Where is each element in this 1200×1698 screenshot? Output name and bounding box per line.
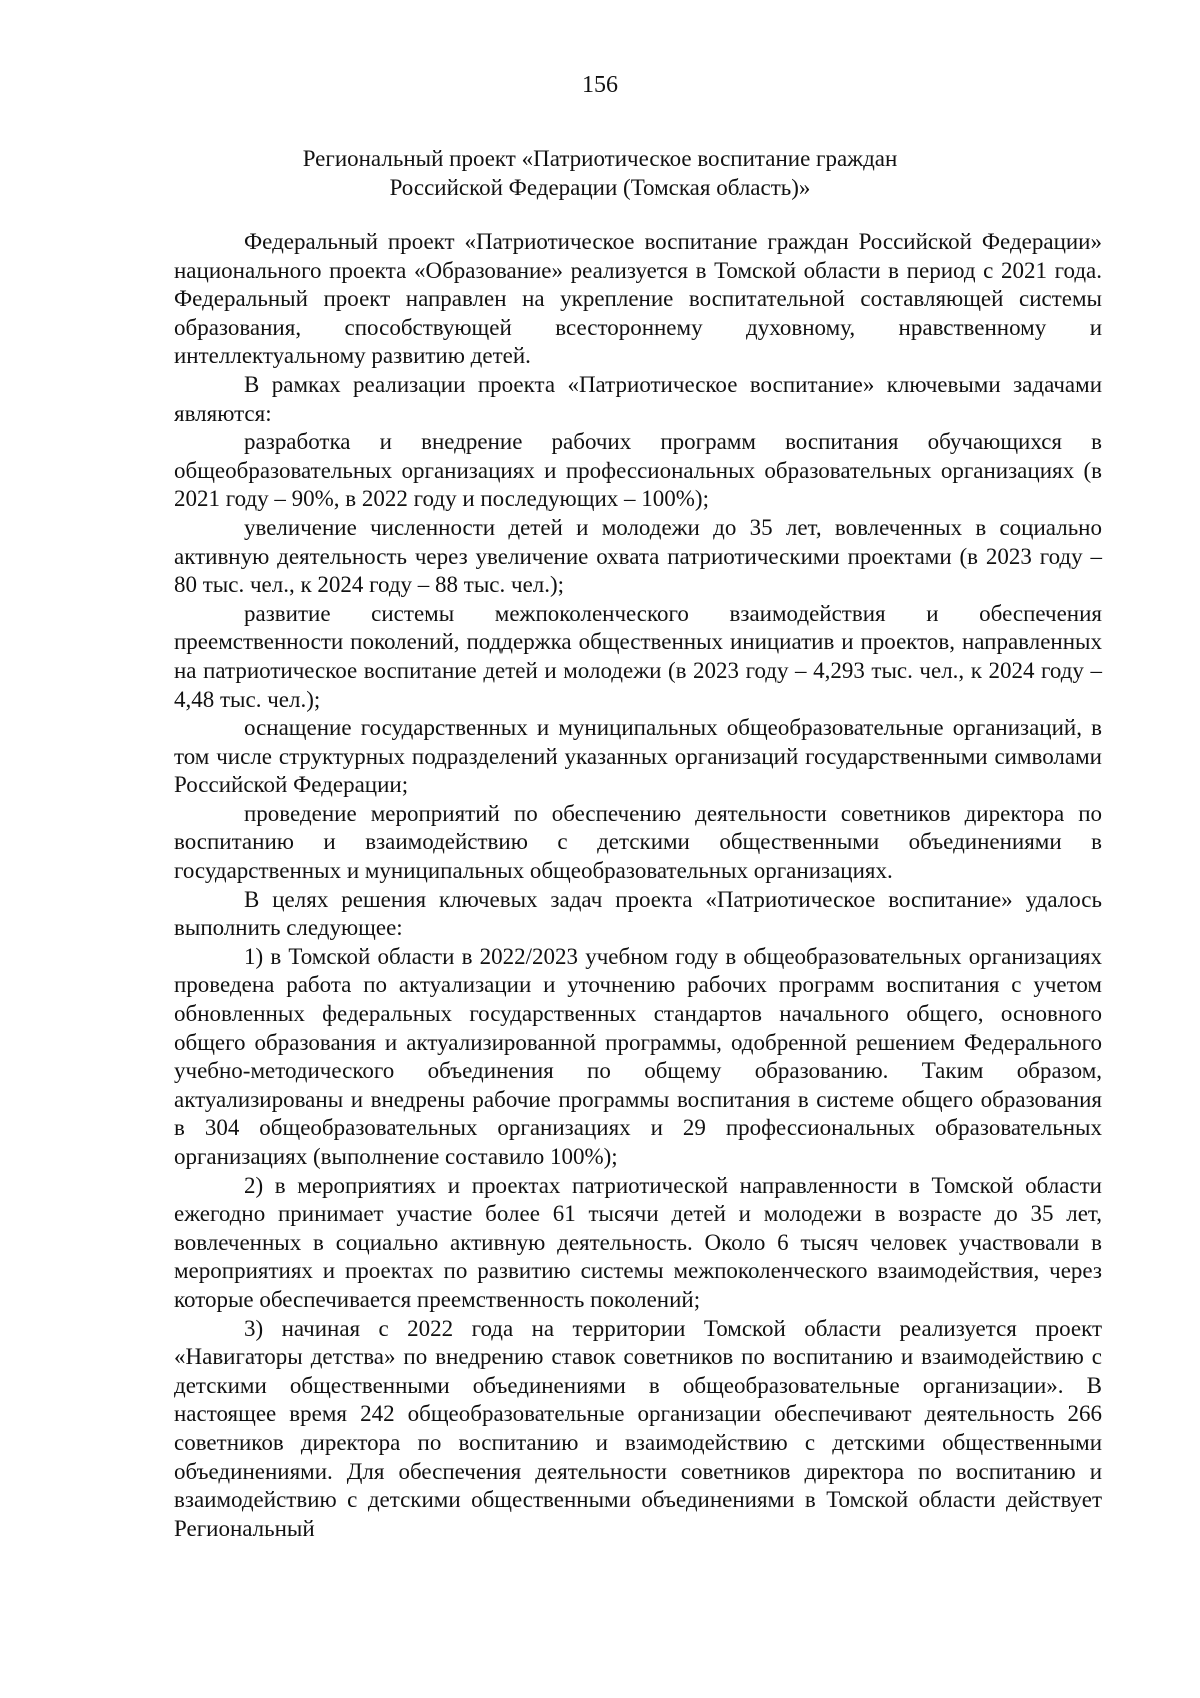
paragraph-key-tasks-intro: В рамках реализации проекта «Патриотическое воспитание» ключевыми задачами являются: (174, 371, 1102, 426)
paragraph-results-intro: В целях решения ключевых задач проекта «Патриотическое воспитание» удалось выполнить следующее: (174, 886, 1102, 941)
paragraph-task-programs: разработка и внедрение рабочих программ воспитания обучающихся в общеобразовательных организациях и профессиональных образовательных организациях (в 2021 году – 90%, в 2022 году и последующих – 100%); (174, 429, 1102, 512)
section-title (150, 144, 1050, 202)
paragraph-task-generations: развитие системы межпоколенческого взаимодействия и обеспечения преемственности поколений, поддержка общественных инициатив и проектов, направленных на патриотическое воспитание детей и молодежи (в 2023 году – 4,293 тыс. чел., к 2024 году – 4,48 тыс. чел.); (174, 600, 1102, 712)
paragraph-intro: Федеральный проект «Патриотическое воспитание граждан Российской Федерации» национального проекта «Образование» реализуется в Томской области в период с 2021 года. Федеральный проект направлен на укрепление воспитательной составляющей системы образования, способствующей всестороннему духовному, нравственному и интеллектуальному развитию детей. (174, 229, 1102, 369)
page-number: 156 (582, 72, 618, 98)
section-title-line-1: Региональный проект «Патриотическое воспитание граждан (302, 146, 898, 171)
paragraph-result-1: 1) в Томской области в 2022/2023 учебном году в общеобразовательных организациях проведена работа по актуализации и уточнению рабочих программ воспитания с учетом обновленных федеральных государственных стандартов начального общего, основного общего образования и актуализированной программы, одобренной решением Федерального учебно-методического объединения по общему образованию. Таким образом, актуализированы и внедрены рабочие программы воспитания в системе общего образования в 304 общеобразовательных организациях и 29 профессиональных образовательных организациях (выполнение составило 100%); (174, 943, 1102, 1169)
body-text (174, 228, 1102, 1543)
paragraph-result-2: 2) в мероприятиях и проектах патриотической направленности в Томской области ежегодно принимает участие более 61 тысячи детей и молодежи в возрасте до 35 лет, вовлеченных в социально активную деятельность. Около 6 тысяч человек участвовали в мероприятиях и проектах по развитию системы межпоколенческого взаимодействия, через которые обеспечивается преемственность поколений; (174, 1172, 1102, 1312)
paragraph-task-youth: увеличение численности детей и молодежи до 35 лет, вовлеченных в социально активную деятельность через увеличение охвата патриотическими проектами (в 2023 году – 80 тыс. чел., к 2024 году – 88 тыс. чел.); (174, 514, 1102, 598)
paragraph-task-symbols: оснащение государственных и муниципальных общеобразовательные организаций, в том числе структурных подразделений указанных организаций государственными символами Российской Федерации; (174, 715, 1102, 798)
section-title-line-2: Российской Федерации (Томская область)» (389, 175, 811, 200)
paragraph-result-3: 3) начиная с 2022 года на территории Томской области реализуется проект «Навигаторы детства» по внедрению ставок советников по воспитанию и взаимодействию с детскими общественными объединениями в общеобразовательные организации». В настоящее время 242 общеобразовательные организации обеспечивают деятельность 266 советников директора по воспитанию и взаимодействию с детскими общественными объединениями. Для обеспечения деятельности советников директора по воспитанию и взаимодействию с детскими общественными объединениями в Томской области действует Региональный (174, 1315, 1102, 1541)
paragraph-task-advisors: проведение мероприятий по обеспечению деятельности советников директора по воспитанию и взаимодействию с детскими общественными объединениями в государственных и муниципальных общеобразовательных организациях. (174, 800, 1102, 884)
